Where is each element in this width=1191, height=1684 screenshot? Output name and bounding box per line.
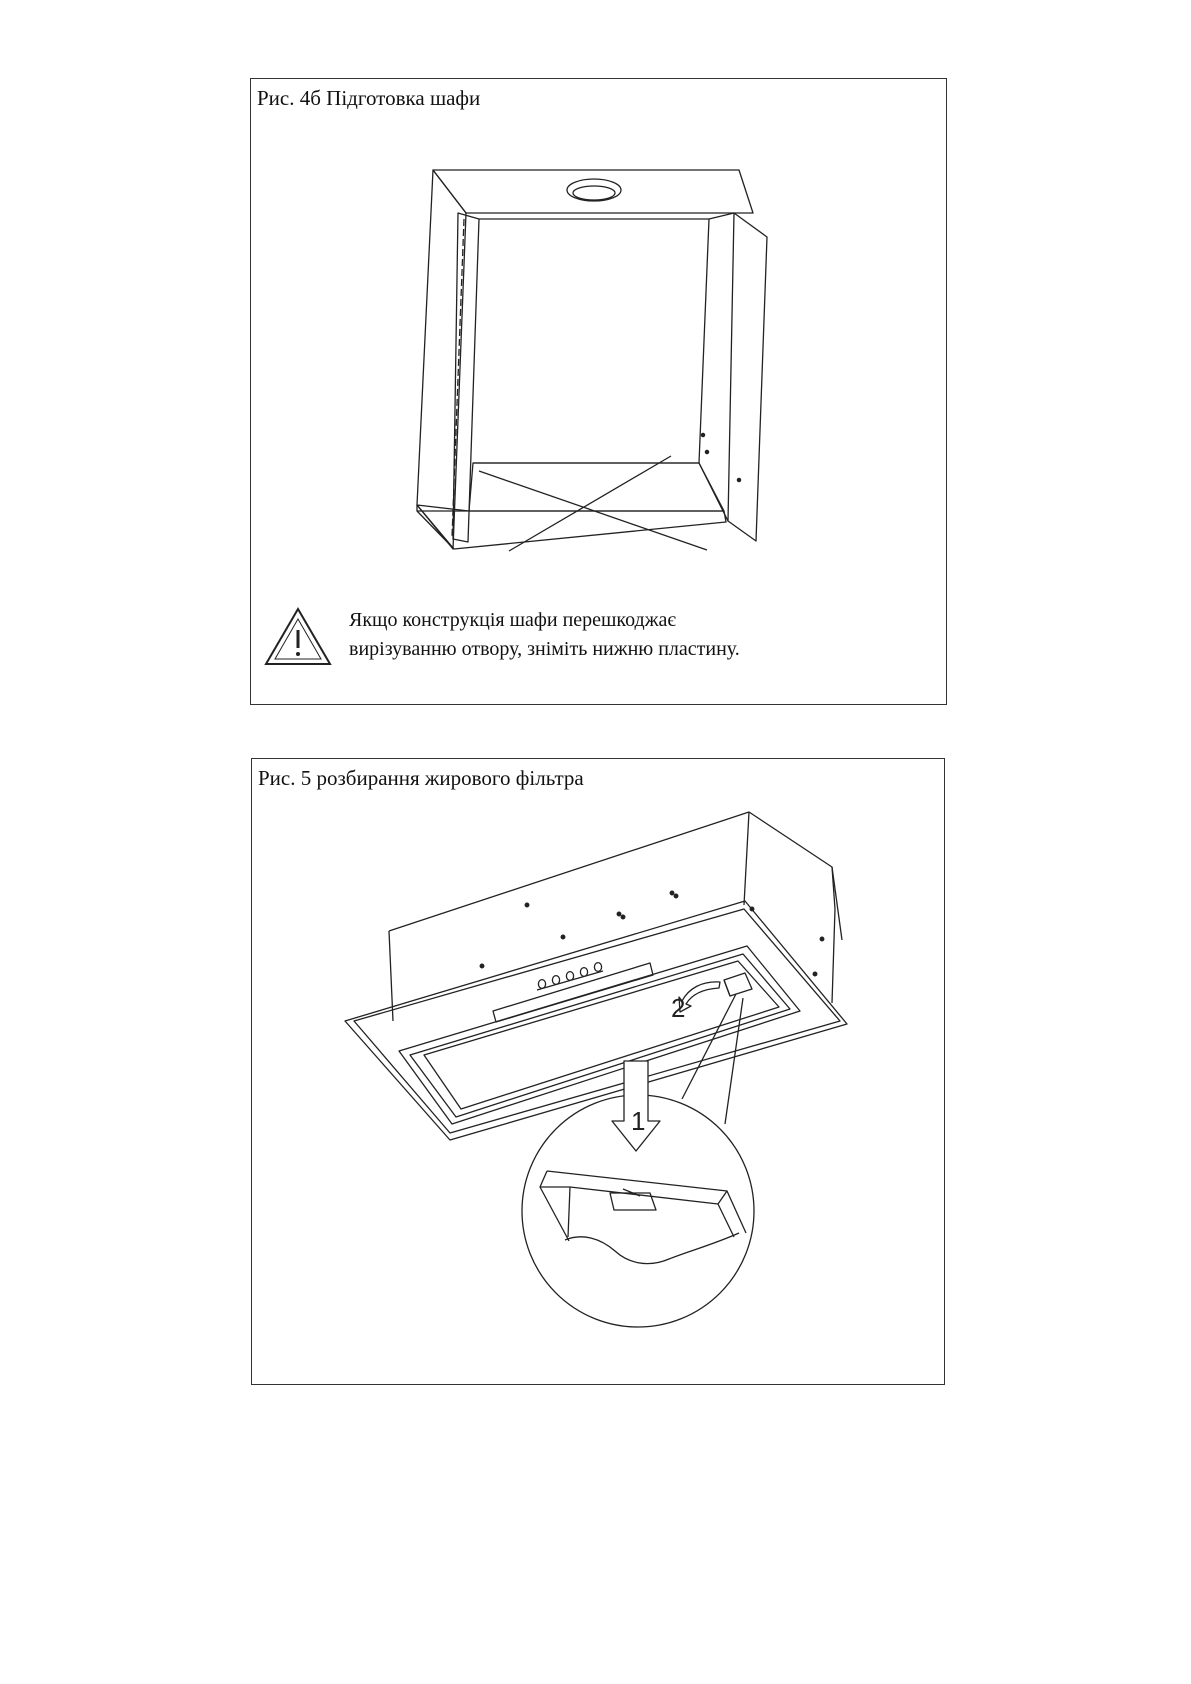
grease-filter [399,946,800,1124]
figure-4b-caption: Рис. 4б Підготовка шафи [257,86,481,110]
hood-right-edge [832,909,835,1003]
cabinet-left-front-edge [453,213,479,542]
step-2-label: 2 [671,993,686,1023]
control-buttons [537,963,603,990]
figure-4b-panel [250,78,947,705]
figure-5-panel [251,758,945,1385]
cabinet-bottom-plate [469,463,724,511]
warning-text-line-1: Якщо конструкція шафи перешкоджає [349,609,677,631]
grease-filter-removal-drawing [252,759,946,1386]
cabinet-top-panel [433,170,753,213]
cross-line-2 [509,456,671,551]
warning-note [263,606,933,670]
warning-triangle-icon [263,606,333,668]
hood-back-outline [389,812,842,940]
warning-text-line-2: вирізуванню отвору, зніміть нижню пластину. [349,638,740,660]
control-panel [493,963,653,1022]
cabinet-right-panel [728,213,767,541]
cabinet-top-hole-inner [573,186,615,200]
figure-5-caption: Рис. 5 розбирання жирового фільтра [258,766,584,790]
step-1-label: 1 [631,1106,646,1136]
detail-filter-frame [540,1171,746,1264]
cabinet-back-outline [473,219,709,463]
warning-text [349,606,740,664]
